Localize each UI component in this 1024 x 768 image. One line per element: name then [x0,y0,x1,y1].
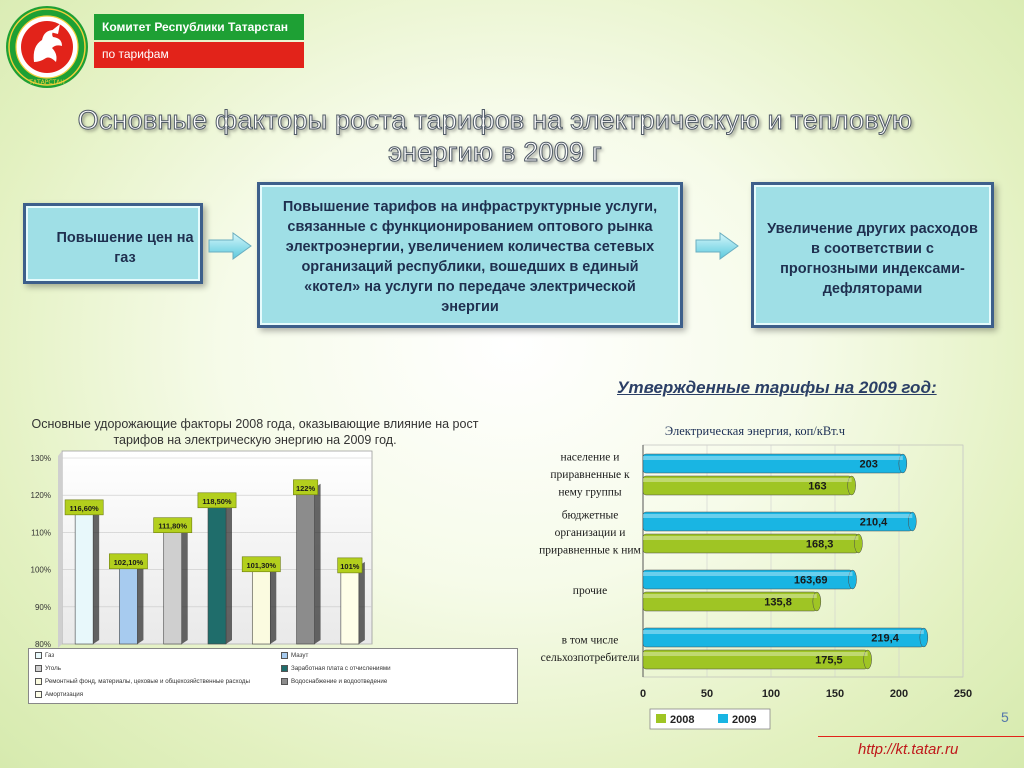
right-chart-title: Электрическая энергия, коп/кВт.ч [664,424,846,438]
factor-box-other: Увеличение других расходов в соответствии с прогнозными индексами-дефляторами [751,182,994,328]
arrow-right-icon [694,231,740,261]
page-title-line1: Основные факторы роста тарифов на электрическую и тепловую [77,105,913,135]
bar-value-label: 101,30% [246,560,277,570]
approved-tariffs-heading: Утвержденные тарифы на 2009 год: [617,378,937,397]
x-tick-label: 50 [700,688,714,700]
legend-swatch [656,714,666,723]
arrow-right-icon [207,231,253,261]
y-tick-label: 130% [30,454,51,463]
svg-text:ТАТАРСТАН: ТАТАРСТАН [29,79,65,86]
category-label: население и [560,451,620,464]
bar [252,565,270,644]
legend-swatch [35,678,42,685]
category-label: организации и [554,527,626,539]
legend-item: Заработная плата с отчислениями [281,665,391,672]
bar-side [359,562,365,644]
page-title [40,104,950,168]
page-number: 5 [1001,709,1009,725]
legend-label-2009: 2009 [732,714,757,726]
left-chart-title: Основные удорожающие факторы 2008 года, оказывающие влияние на рост тарифов на электрическую энергию на 2009 год. [31,417,479,447]
x-tick-label: 250 [953,688,973,700]
left-chart-legend [28,648,518,704]
bar [341,566,359,644]
bar-value-label: 135,8 [764,596,792,609]
bar [297,488,315,644]
legend-swatch [35,665,42,672]
bar-value-label: 163,69 [793,574,828,587]
y-tick-label: 80% [34,640,51,648]
category-label: сельхозпотребители [540,651,640,664]
tatarstan-emblem [4,4,90,90]
bar-side [93,504,99,644]
factor-box-infrastructure: Повышение тарифов на инфраструктурные услуги, связанные с функционированием оптового рынка электроэнергии, увеличением количества сетевых организаций республики, вошедших в единый «котел» на услуги по передаче электрической энергии [257,182,683,328]
bar [75,508,93,644]
y-tick-label: 120% [30,491,51,501]
legend-swatch [35,691,42,698]
category-label: приравненные к [550,469,630,481]
right-chart-legend [650,709,770,729]
bar [164,526,182,644]
x-tick-label: 200 [889,688,909,700]
bar-side [182,522,188,644]
bar-side [137,558,143,644]
category-label: прочие [572,585,608,597]
bar-value-label: 101% [340,561,360,571]
y-tick-label: 100% [30,565,51,575]
factor-box-gas: Повышение цен на газ [23,203,203,284]
legend-item: Уголь [35,665,61,672]
legend-swatch [281,665,288,672]
legend-item: Водоснабжение и водоотведение [281,678,387,685]
category-label: в том числе [561,634,619,647]
y-tick-label: 90% [34,602,51,612]
bar-value-label: 203 [859,458,878,471]
bar-value-label: 102,10% [113,557,144,567]
category-label: бюджетные [561,509,619,522]
legend-swatch [718,714,728,723]
bar-side [315,484,321,644]
legend-item: Ремонтный фонд, материалы, цеховые и общехозяйственные расходы [35,678,250,685]
legend-swatch [281,678,288,685]
org-name-line1: Комитет Республики Татарстан [94,14,304,40]
legend-swatch [281,652,288,659]
org-name-line2: по тарифам [94,42,304,68]
bar-value-label: 210,4 [859,516,888,529]
bar-value-label: 175,5 [815,654,843,667]
bar-value-label: 122% [295,483,316,493]
bar-value-label: 116,60% [69,503,99,513]
bar-value-label: 219,4 [871,632,899,645]
legend-item: Мазут [281,652,308,659]
bar [119,562,137,644]
left-bar-chart [20,448,380,648]
legend-item: Амортизация [35,691,83,698]
bar-value-label: 168,3 [805,538,834,551]
bar-value-label: 163 [808,480,827,493]
legend-item: Газ [35,652,54,659]
bar-value-label: 118,50% [202,496,232,506]
bar-side [226,497,232,644]
footer-divider [818,736,1024,737]
x-tick-label: 100 [761,688,781,700]
x-tick-label: 0 [639,688,647,700]
legend-swatch [35,652,42,659]
bar-side [270,561,276,644]
right-bar-chart [510,415,990,735]
site-url-link[interactable]: http://kt.tatar.ru [858,741,959,758]
y-tick-label: 110% [31,528,51,538]
category-label: нему группы [558,486,622,499]
legend-label-2008: 2008 [670,714,695,726]
category-label: приравненные к ним [539,544,641,557]
bar [208,501,226,644]
bar-value-label: 111,80% [158,521,188,531]
page-title-line2: энергию в 2009 г [388,137,602,167]
x-tick-label: 150 [825,688,845,700]
